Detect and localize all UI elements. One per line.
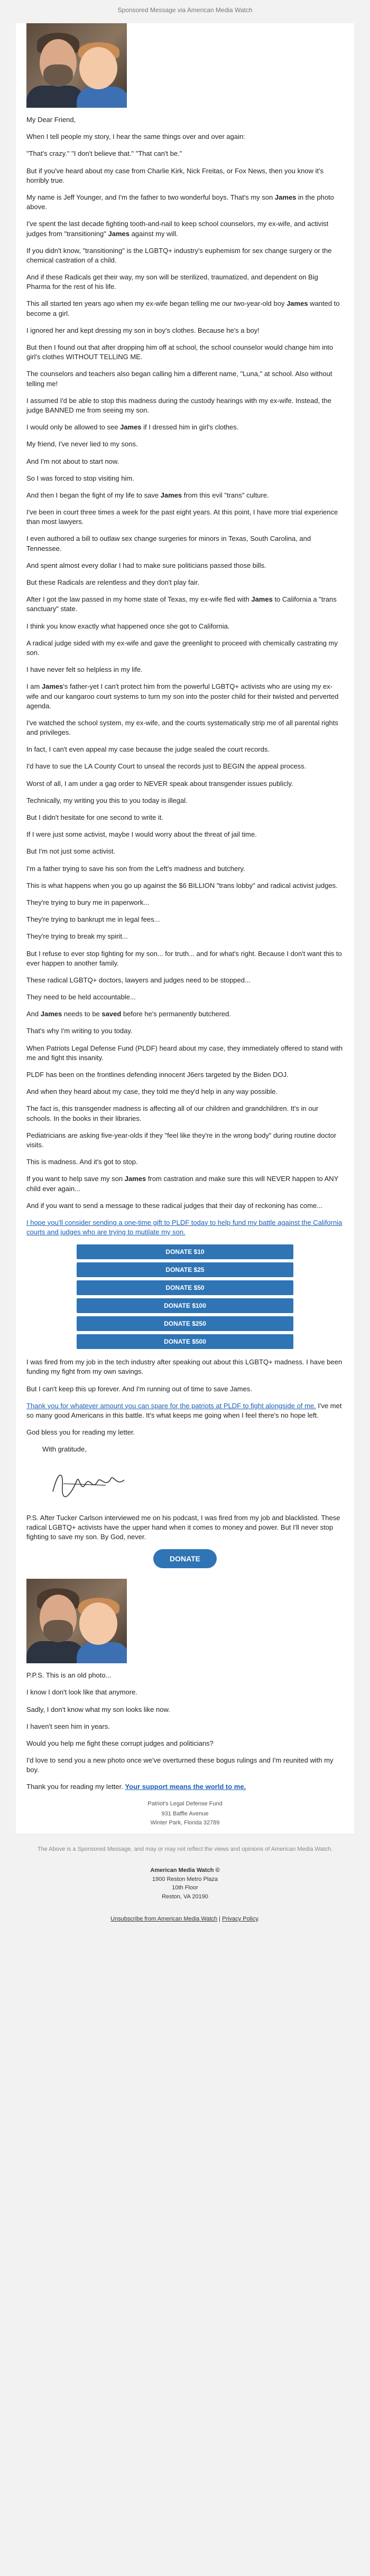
- letter-paragraph: They're trying to bankrupt me in legal fees...: [26, 915, 160, 924]
- donate-250-button[interactable]: DONATE $250: [77, 1316, 293, 1331]
- org-address-2: Winter Park, Florida 32789: [150, 1819, 220, 1826]
- letter-paragraph: This is what happens when you go up against the $6 BILLION "trans lobby" and radical activist judges.: [26, 881, 338, 889]
- final-support-link[interactable]: Your support means the world to me.: [125, 1783, 246, 1791]
- org-address-1: 931 Baffle Avenue: [161, 1811, 209, 1818]
- letter-paragraph: And if these Radicals get their way, my son will be sterilized, traumatized, and dependent on Big Pharma for the rest of his life.: [26, 273, 318, 291]
- pps-content: [16, 1671, 354, 1827]
- pps-line-6: I'd love to send you a new photo once we've overturned these bogus rulings and I'm reunited with my boy.: [26, 1756, 334, 1774]
- pps-line-5: Would you help me fight these corrupt judges and politicians?: [26, 1739, 214, 1747]
- letter-paragraph: PLDF has been on the frontlines defending innocent J6ers targeted by the Biden DOJ.: [26, 1071, 289, 1079]
- letter-paragraph: But I'm not just some activist.: [26, 847, 115, 856]
- pps-line-1: P.P.S. This is an old photo...: [26, 1671, 112, 1680]
- fired-paragraph: I was fired from my job in the tech industry after speaking out about this LGBTQ+ madness. I have been funding my fight from my own savings.: [26, 1358, 343, 1376]
- donate-10-button[interactable]: DONATE $10: [77, 1244, 293, 1259]
- letter-paragraph: If you didn't know, "transitioning" is the LGBTQ+ industry's euphemism for sex change surgery or the chemical castration of a child.: [26, 246, 332, 264]
- letter-paragraph: But these Radicals are relentless and they don't play fair.: [26, 578, 199, 586]
- letter-paragraph: They're trying to break my spirit...: [26, 932, 128, 941]
- gratitude-line: With gratitude,: [42, 1445, 87, 1454]
- donate-100-button[interactable]: DONATE $100: [77, 1298, 293, 1313]
- thank-you-rest: I've met so many good Americans in this battle. It's what keeps me going when I feel there's no hope left.: [26, 1401, 342, 1419]
- sponsored-disclaimer: The Above is a Sponsored Message, and may or may not reflect the views and opinions of American Media Watch.: [37, 1846, 333, 1853]
- letter-paragraph: But then I found out that after dropping him off at school, the school counselor would change him into girl's clothes WITHOUT TELLING ME.: [26, 343, 334, 361]
- father-son-photo-2: [26, 1579, 127, 1663]
- greeting: My Dear Friend,: [26, 116, 76, 124]
- letter-paragraph: And if you want to send a message to these radical judges that their day of reckoning has come...: [26, 1201, 323, 1210]
- letter-paragraph: I'd have to sue the LA County Court to unseal the records just to BEGIN the appeal process.: [26, 762, 307, 771]
- letter-paragraph: In fact, I can't even appeal my case because the judge sealed the court records.: [26, 745, 270, 754]
- letter-paragraph: My friend, I've never lied to my sons.: [26, 440, 138, 448]
- amw-address-2: 10th Floor: [172, 1885, 198, 1891]
- letter-paragraph: I would only be allowed to see James if I dressed him in girl's clothes.: [26, 423, 239, 432]
- unsubscribe-line: [21, 1916, 349, 1922]
- letter-paragraph: When Patriots Legal Defense Fund (PLDF) heard about my case, they immediately offered to stand with me and fight this insanity.: [26, 1044, 343, 1062]
- unsubscribe-link[interactable]: Unsubscribe from American Media Watch: [110, 1916, 218, 1923]
- amw-name: American Media Watch ©: [150, 1867, 220, 1874]
- final-line: [26, 1782, 344, 1792]
- letter-paragraph: And when they heard about my case, they told me they'd help in any way possible.: [26, 1088, 278, 1096]
- letter-paragraph: I've been in court three times a week for the past eight years. At this point, I have more trial experience than most lawyers.: [26, 508, 338, 526]
- email-body: [16, 23, 354, 1833]
- father-son-photo: [26, 23, 127, 108]
- page-footer: [0, 1833, 370, 1927]
- org-footer: [26, 1800, 344, 1828]
- letter-paragraph: The counselors and teachers also began calling him a different name, "Luna," at school. Also without telling me!: [26, 370, 332, 388]
- letter-paragraph: I ignored her and kept dressing my son in boy's clothes. Because he's a boy!: [26, 326, 260, 334]
- letter-paragraph: I've watched the school system, my ex-wife, and the courts systematically strip me of all parental rights and privileges.: [26, 718, 338, 737]
- donate-25-button[interactable]: DONATE $25: [77, 1262, 293, 1277]
- letter-paragraph: I've spent the last decade fighting tooth-and-nail to keep school counselors, my ex-wife, and activist judges from "transitioning" James against my will.: [26, 220, 329, 238]
- letter-paragraph: I assumed I'd be able to stop this madness during the custody hearings with my ex-wife. Instead, the judge BANNED me from seeing my son.: [26, 396, 331, 414]
- letter-paragraph: I have never felt so helpless in my life.: [26, 666, 143, 674]
- donate-buttons: [26, 1244, 344, 1349]
- ps-paragraph: P.S. After Tucker Carlson interviewed me on his podcast, I was fired from my job and blacklisted. These radical LGBTQ+ activists have the upper hand when it comes to money and power. But I'll never stop fighting to save my son. By God, never.: [26, 1513, 340, 1541]
- letter-paragraph: If you want to help save my son James from castration and make sure this will NEVER happen to ANY child ever again...: [26, 1175, 339, 1193]
- letter-content: [16, 115, 354, 1568]
- letter-paragraph: And then I began the fight of my life to save James from this evil "trans" culture.: [26, 491, 269, 499]
- letter-paragraph: So I was forced to stop visiting him.: [26, 474, 134, 482]
- letter-paragraph: This is madness. And it's got to stop.: [26, 1158, 138, 1166]
- letter-paragraph: "That's crazy." "I don't believe that." "That can't be.": [26, 149, 182, 158]
- bless-line: God bless you for reading my letter.: [26, 1428, 135, 1437]
- letter-paragraph: A radical judge sided with my ex-wife and gave the greenlight to proceed with chemically castrating my son.: [26, 639, 338, 657]
- pps-line-3: Sadly, I don't know what my son looks like now.: [26, 1705, 170, 1713]
- letter-paragraph: My name is Jeff Younger, and I'm the father to two wonderful boys. That's my son James in the photo above.: [26, 193, 334, 211]
- unsub-suffix: .: [257, 1916, 260, 1923]
- org-name: Patriot's Legal Defense Fund: [147, 1800, 223, 1807]
- letter-paragraph: If I were just some activist, maybe I would worry about the threat of jail time.: [26, 830, 257, 839]
- letter-paragraph: I am James's father-yet I can't protect him from the powerful LGBTQ+ activists who are using my ex-wife and our kangaroo court systems to turn my son into the poster child for their twisted and perverted agenda.: [26, 682, 339, 710]
- letter-paragraph: But I didn't hesitate for one second to write it.: [26, 813, 164, 821]
- letter-paragraph: I even authored a bill to outlaw sex change surgeries for minors in Texas, South Carolina, and Tennessee.: [26, 535, 311, 552]
- thank-you-paragraph: [26, 1401, 344, 1420]
- letter-paragraph: I'm a father trying to save his son from the Left's madness and butchery.: [26, 864, 245, 873]
- letter-paragraph: The fact is, this transgender madness is affecting all of our children and grandchildren. It's in our schools. In the books in their libraries.: [26, 1104, 319, 1122]
- unsub-separator: |: [217, 1916, 223, 1923]
- thank-you-link[interactable]: Thank you for whatever amount you can spare for the patriots at PLDF to fight alongside of me.: [26, 1401, 316, 1410]
- letter-paragraph: But if you've heard about my case from Charlie Kirk, Nick Freitas, or Fox News, then you know it's horribly true.: [26, 166, 324, 184]
- letter-paragraph: They need to be held accountable...: [26, 993, 136, 1001]
- letter-paragraph: But I refuse to ever stop fighting for my son... for truth... and for what's right. Because I don't want this to ever happen to another family.: [26, 949, 342, 967]
- letter-paragraph: Technically, my writing you this to you today is illegal.: [26, 796, 188, 804]
- running-out-paragraph: But I can't keep this up forever. And I'm running out of time to save James.: [26, 1384, 252, 1393]
- letter-paragraph: That's why I'm writing to you today.: [26, 1027, 133, 1035]
- letter-paragraph: And James needs to be saved before he's permanently butchered.: [26, 1010, 232, 1018]
- letter-paragraph: These radical LGBTQ+ doctors, lawyers and judges need to be stopped...: [26, 976, 251, 984]
- donate-500-button[interactable]: DONATE $500: [77, 1334, 293, 1349]
- privacy-policy-link[interactable]: Privacy Policy: [222, 1916, 258, 1923]
- letter-paragraph: And spent almost every dollar I had to make sure politicians passed those bills.: [26, 561, 266, 569]
- donate-50-button[interactable]: DONATE $50: [77, 1280, 293, 1295]
- amw-address-3: Reston, VA 20190: [162, 1893, 208, 1900]
- letter-paragraph: And I'm not about to start now.: [26, 457, 119, 465]
- pps-line-4: I haven't seen him in years.: [26, 1722, 110, 1730]
- signature-image: [48, 1465, 132, 1502]
- amw-address: [21, 1866, 349, 1901]
- amw-address-1: 1900 Reston Metro Plaza: [152, 1876, 218, 1882]
- letter-paragraph: When I tell people my story, I hear the same things over and over again:: [26, 133, 245, 141]
- letter-paragraph: I think you know exactly what happened once she got to California.: [26, 622, 230, 630]
- pps-line-2: I know I don't look like that anymore.: [26, 1688, 137, 1697]
- letter-paragraph: Worst of all, I am under a gag order to NEVER speak about transgender issues publicly.: [26, 779, 293, 788]
- letter-paragraph: Pediatricians are asking five-year-olds if they "feel like they're in the wrong body" during routine doctor visits.: [26, 1131, 337, 1149]
- donate-oval-button[interactable]: DONATE: [153, 1549, 217, 1568]
- letter-paragraph: After I got the law passed in my home state of Texas, my ex-wife fled with James to California a "trans sanctuary" state.: [26, 595, 337, 613]
- final-prefix: Thank you for reading my letter.: [26, 1783, 125, 1791]
- letter-paragraph: This all started ten years ago when my ex-wife began telling me our two-year-old boy James wanted to become a girl.: [26, 299, 340, 317]
- letter-paragraph: They're trying to bury me in paperwork...: [26, 898, 150, 906]
- donate-text-link[interactable]: I hope you'll consider sending a one-time gift to PLDF today to help fund my battle against the California courts and judges who are trying to mutilate my son.: [26, 1218, 343, 1237]
- sponsored-header: Sponsored Message via American Media Watch: [117, 6, 253, 14]
- letter-paragraphs: [26, 132, 344, 1211]
